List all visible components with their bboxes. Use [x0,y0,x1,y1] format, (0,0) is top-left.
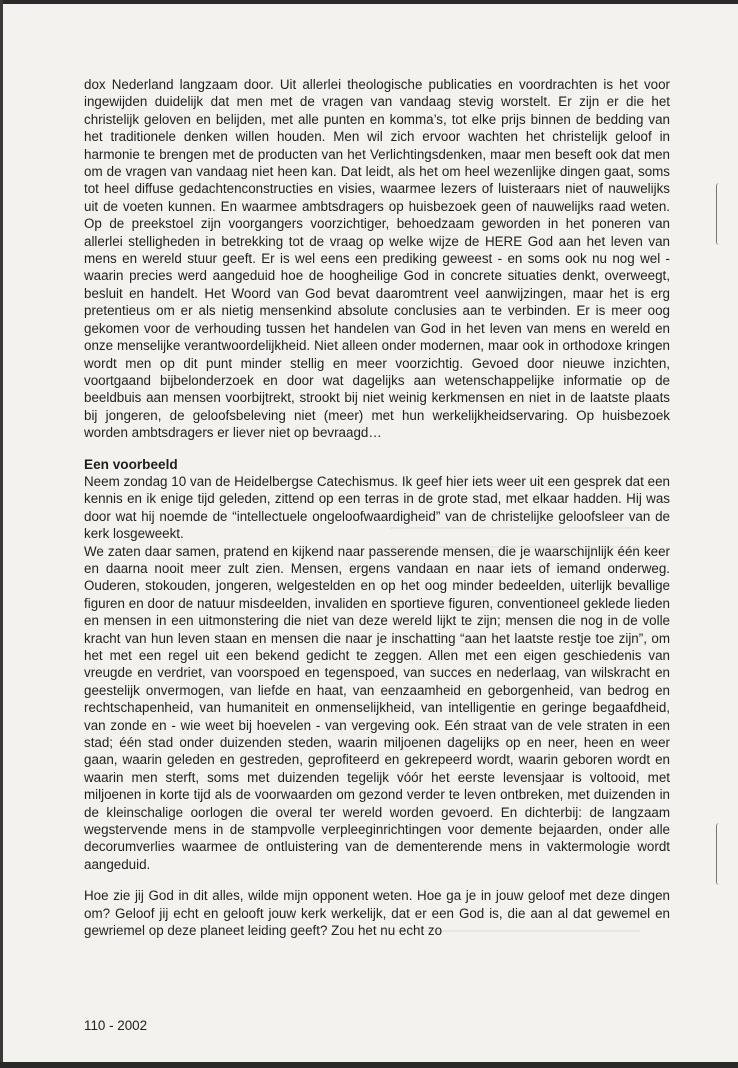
left-scan-edge [0,0,3,1068]
top-scan-edge [0,0,738,4]
paragraph-intro: dox Nederland langzaam door. Uit allerlei theologische publicaties en voordrachten is het voor ingewijden duidelijk dat men met de vragen van vandaag stevig worstelt. Er zijn er die het christelijk geloven en belijden, met alle punten en komma’s, tot elke prijs binnen de bedding van het traditionele denken willen houden. Men wil zich ervoor wachten het christelijk geloof in harmonie te brengen met de producten van het Verlichtingsdenken, maar men beseft ook dat men om de vragen van vandaag niet heen kan. Dat leidt, als het om heel wezenlijke dingen gaat, soms tot heel diffuse gedachtenconstructies en visies, waarmee lezers of luisteraars niet of nauwelijks uit de voeten kunnen. En waarmee ambtsdragers op huisbezoek geen of nauwelijks raad weten. Op de preekstoel zijn voorgangers voorzichtiger, behoedzaam geworden in het poneren van allerlei stelligheden in betrekking tot de vraag op welke wijze de HERE God aan het leven van mens en wereld stuur geeft. Er is wel eens een prediking geweest - en soms ook nu nog wel - waarin precies werd aangeduid hoe de hoogheilige God in concrete situaties denkt, overweegt, besluit en handelt. Het Woord van God bevat daaromtrent veel aanwijzingen, maar het is erg pretentieus om er als nietig mensenkind absolute conclusies aan te verbinden. Er is meer oog gekomen voor de verhouding tussen het handelen van God in het leven van mens en wereld en onze menselijke verantwoordelijkheid. Niet alleen onder modernen, maar ook in orthodoxe kringen wordt men op dit punt minder stellig en meer voorzichtig. Gevoed door nieuwe inzichten, voortgaand bijbelonderzoek en door wat dagelijks aan wetenschappelijke informatie op de beeldbuis aan mensen voorbijtrekt, strookt bij niet weinig kerkmensen en niet in de laatste plaats bij jongeren, de geloofsbeleving niet (meer) met hun werkelijkheidservaring. Op huisbezoek worden ambtsdragers er liever niet op bevraagd… [84,77,670,441]
binding-clip-mark [716,823,723,885]
paragraph-question: Hoe zie jij God in dit alles, wilde mijn opponent weten. Hoe ga je in jouw geloof met deze dingen om? Geloof jij echt en gelooft jouw kerk werkelijk, dat er een God is, die aan al dat gewemel en gewriemel op deze planeet leiding geeft? Zou het nu echt zo [84,888,670,939]
bottom-scan-edge [0,1062,738,1068]
paragraph-street-scene: We zaten daar samen, pratend en kijkend naar passerende mensen, die je waarschijnlijk één keer en daarna nooit meer zult zien. Mensen, ergens vandaan en naar iets of iemand onderweg. Ouderen, stokouden, jongeren, welgestelden en op het oog minder bedeelden, uiterlijk bevallige figuren en door de natuur misdeelden, invaliden en sportieve figuren, conventioneel geklede lieden en mensen in een uitmonstering die niet van deze wereld lijkt te zijn; mensen die nog in de volle kracht van hun leven staan en mensen die naar je inschatting “aan het laatste restje toe zijn”, om het met een regel uit een bekend gedicht te zeggen. Allen met een eigen geschiedenis van vreugde en verdriet, van voorspoed en tegenspoed, van succes en nederlaag, van wilskracht en geestelijk onvermogen, van liefde en haat, van eenzaamheid en geborgenheid, van bedrog en rechtschapenheid, van humaniteit en onmenselijkheid, van intelligentie en geringe begaafdheid, van zonde en - wie weet bij hoevelen - van vergeving ook. Eén straat van de vele straten in een stad; één stad onder duizenden steden, waarin miljoenen dagelijks op en neer, heen en weer gaan, waarin geleden en gestreden, geprofiteerd en gekrepeerd wordt, waarin geboren wordt en waarin men sterft, soms met duizenden tegelijk vóór het eerste levensjaar is voltooid, met miljoenen in korte tijd als de voorwaarden om gezond verder te leven ontbreken, met duizenden in de kleinschalige oorlogen die overal ter wereld worden gevoerd. En dichterbij: de langzaam wegstervende mens in de stampvolle verpleeginrichtingen voor demente bejaarden, onder alle decorumverlies waarmee de ontluistering van de dementerende mens in vaktermologie wordt aangeduid. [84,543,670,872]
section-heading: Een voorbeeld [84,456,178,472]
binding-clip-mark [716,183,723,245]
paragraph-example: Neem zondag 10 van de Heidelbergse Catechismus. Ik geef hier iets weer uit een gesprek dat een kennis en ik enige tijd geleden, zittend op een terras in de grote stad, met elkaar hadden. Hij was door wat hij noemde de “intellectuele ongeloofwaardigheid” van de christelijke geloofsleer van de kerk losgeweekt. [84,473,670,542]
page-footer-number: 110 - 2002 [84,1018,148,1033]
page-body [84,76,670,940]
